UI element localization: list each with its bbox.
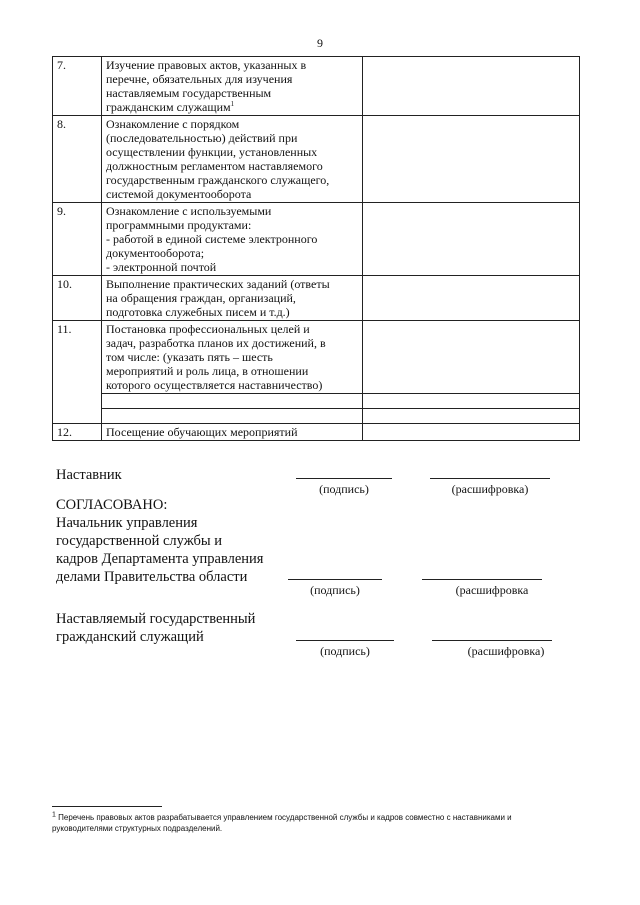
footnote-ref: 1 xyxy=(230,100,235,108)
mentor-label: Наставник xyxy=(56,467,122,483)
mentor-signature-caption: (подпись) xyxy=(319,482,369,496)
activity-line: должностным регламентом наставляемого xyxy=(106,159,323,173)
row-number: 12. xyxy=(53,424,102,441)
mentoring-plan-table xyxy=(52,56,580,441)
activity-line: задач, разработка планов их достижений, в xyxy=(106,336,326,350)
mentee-signature-line[interactable] xyxy=(296,640,394,641)
activity-line: перечне, обязательных для изучения xyxy=(106,72,293,86)
row-number: 9. xyxy=(53,203,102,276)
row-activity xyxy=(102,321,363,394)
approver-signature-caption: (подпись) xyxy=(310,583,360,597)
row-result xyxy=(363,116,580,203)
activity-line: осуществлении функции, установленных xyxy=(106,145,318,159)
activity-line: подготовка служебных писем и т.д.) xyxy=(106,305,290,319)
activity-line: Постановка профессиональных целей и xyxy=(106,322,310,336)
table-row xyxy=(53,116,580,203)
activity-line: - электронной почтой xyxy=(106,260,217,274)
activity-line: (последовательностью) действий при xyxy=(106,131,298,145)
approver-name-caption: (расшифровка xyxy=(455,583,529,597)
table-row xyxy=(53,276,580,321)
activity-line: документооборота; xyxy=(106,246,205,260)
row-activity xyxy=(102,116,363,203)
footnote-separator xyxy=(52,806,162,807)
row-activity xyxy=(102,203,363,276)
approver-position-line: государственной службы и xyxy=(56,533,223,549)
activity-line xyxy=(106,100,358,114)
mentor-name-line[interactable] xyxy=(430,478,550,479)
approver-position-line: Начальник управления xyxy=(56,515,198,531)
table-row xyxy=(53,203,580,276)
row-number: 10. xyxy=(53,276,102,321)
activity-line: на обращения граждан, организаций, xyxy=(106,291,296,305)
approver-position-line: кадров Департамента управления xyxy=(56,551,264,567)
mentee-signature-caption: (подпись) xyxy=(320,644,370,658)
activity-line: Ознакомление с используемыми xyxy=(106,204,272,218)
empty-subrow xyxy=(102,394,363,409)
activity-line: мероприятий и роль лица, в отношении xyxy=(106,364,309,378)
table-subrow xyxy=(53,409,580,424)
approved-title: СОГЛАСОВАНО: xyxy=(56,497,168,513)
approver-signature-line[interactable] xyxy=(288,579,382,580)
activity-line: которого осуществляется наставничество) xyxy=(106,378,323,392)
row-number: 8. xyxy=(53,116,102,203)
activity-line: Ознакомление с порядком xyxy=(106,117,240,131)
activity-line: наставляемым государственным xyxy=(106,86,272,100)
approver-name-line[interactable] xyxy=(422,579,542,580)
mentee-label-line: гражданский служащий xyxy=(56,629,204,645)
mentee-name-caption: (расшифровка) xyxy=(467,644,545,658)
row-activity xyxy=(102,424,363,441)
activity-line: системой документооборота xyxy=(106,187,252,201)
page-number: 9 xyxy=(317,36,323,50)
mentor-name-caption: (расшифровка) xyxy=(451,482,529,496)
row-activity xyxy=(102,276,363,321)
activity-line: том числе: (указать пять – шесть xyxy=(106,350,273,364)
footnote-mark: 1 xyxy=(52,811,56,819)
approver-position-line: делами Правительства области xyxy=(56,569,248,585)
mentee-name-line[interactable] xyxy=(432,640,552,641)
row-result xyxy=(363,424,580,441)
activity-line: Выполнение практических заданий (ответы xyxy=(106,277,330,291)
mentor-signature-line[interactable] xyxy=(296,478,392,479)
table-subrow xyxy=(53,394,580,409)
row-result xyxy=(363,321,580,394)
row-number: 7. xyxy=(53,57,102,116)
activity-line: Посещение обучающих мероприятий xyxy=(106,425,298,439)
table-row xyxy=(53,321,580,394)
row-number: 11. xyxy=(53,321,102,424)
mentee-label-line: Наставляемый государственный xyxy=(56,611,256,627)
table-row xyxy=(53,57,580,116)
empty-subrow xyxy=(363,409,580,424)
activity-text: гражданским служащим xyxy=(106,100,231,114)
activity-line: государственным гражданского служащего, xyxy=(106,173,330,187)
row-activity xyxy=(102,57,363,116)
activity-line: программными продуктами: xyxy=(106,218,252,232)
row-result xyxy=(363,276,580,321)
row-result xyxy=(363,57,580,116)
activity-line: Изучение правовых актов, указанных в xyxy=(106,58,307,72)
empty-subrow xyxy=(363,394,580,409)
footnote xyxy=(52,812,572,834)
row-result xyxy=(363,203,580,276)
activity-line: - работой в единой системе электронного xyxy=(106,232,318,246)
empty-subrow xyxy=(102,409,363,424)
footnote-text: Перечень правовых актов разрабатывается управлением государственной службы и кадров совместно с наставниками и руководителями структурных подразделений. xyxy=(52,813,512,833)
table-row xyxy=(53,424,580,441)
